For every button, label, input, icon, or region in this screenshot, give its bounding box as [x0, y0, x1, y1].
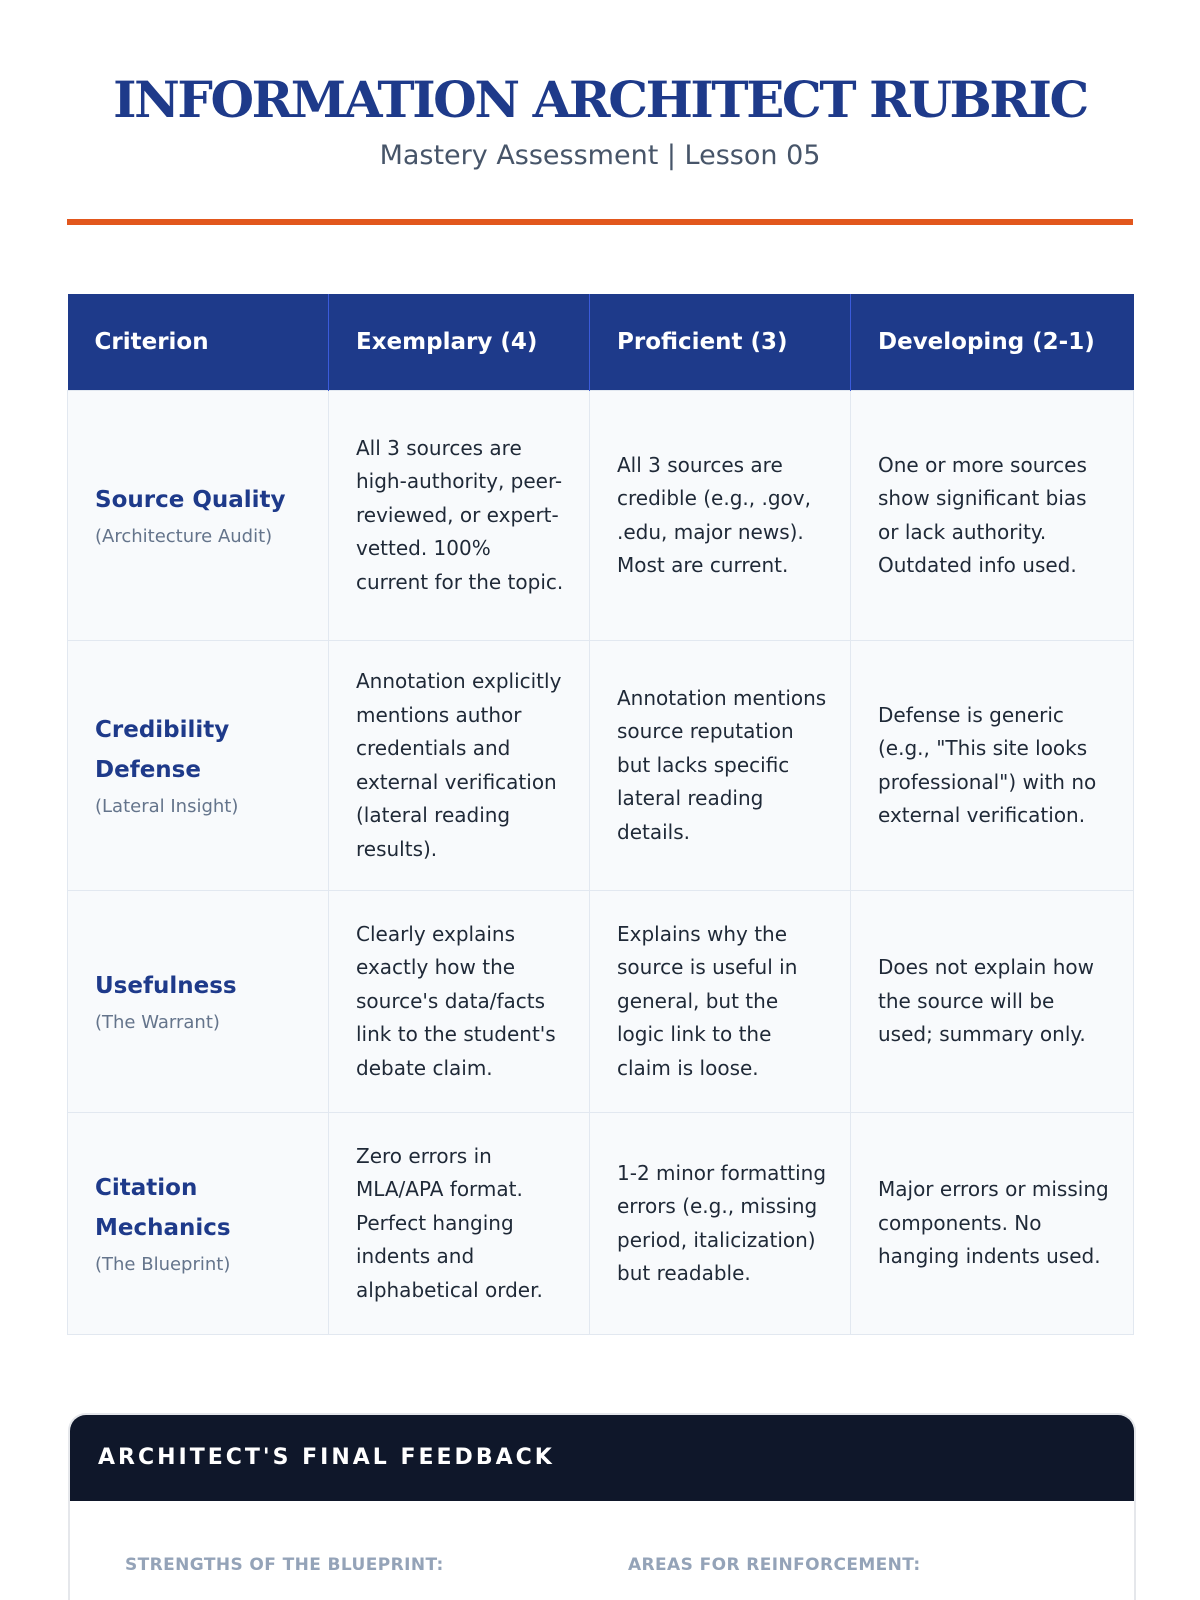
table-header-row	[68, 294, 1134, 391]
developing-cell: One or more sources show significant bias or lack authority. Outdated info used.	[851, 391, 1134, 641]
table-row	[68, 391, 1134, 641]
proficient-cell: Annotation mentions source reputation but lacks specific lateral reading details.	[590, 641, 851, 891]
table-row	[68, 1113, 1134, 1335]
criterion-cell	[68, 1113, 329, 1335]
criterion-cell	[68, 641, 329, 891]
developing-cell: Major errors or missing components. No hanging indents used.	[851, 1113, 1134, 1335]
column-header-developing: Developing (2-1)	[851, 294, 1134, 391]
feedback-title: ARCHITECT'S FINAL FEEDBACK	[70, 1415, 1134, 1501]
criterion-cell	[68, 391, 329, 641]
criterion-subtitle: (The Warrant)	[95, 1011, 220, 1033]
exemplary-cell: All 3 sources are high-authority, peer-reviewed, or expert-vetted. 100% current for the topic.	[329, 391, 590, 641]
page-header	[0, 62, 1200, 174]
strengths-label: STRENGTHS OF THE BLUEPRINT:	[125, 1555, 444, 1575]
criterion-cell	[68, 891, 329, 1113]
criterion-subtitle: (The Blueprint)	[95, 1253, 231, 1275]
proficient-cell: Explains why the source is useful in general, but the logic link to the claim is loose.	[590, 891, 851, 1113]
criterion-subtitle: (Architecture Audit)	[95, 525, 273, 547]
page-subtitle: Mastery Assessment | Lesson 05	[379, 140, 821, 171]
column-header-proficient: Proficient (3)	[590, 294, 851, 391]
criterion-name: Usefulness	[95, 972, 237, 999]
column-header-criterion: Criterion	[68, 294, 329, 391]
exemplary-cell: Clearly explains exactly how the source's data/facts link to the student's debate claim.	[329, 891, 590, 1113]
criterion-name: Citation Mechanics	[95, 1174, 231, 1241]
proficient-cell: All 3 sources are credible (e.g., .gov, .edu, major news). Most are current.	[590, 391, 851, 641]
table-row	[68, 891, 1134, 1113]
reinforcement-label: AREAS FOR REINFORCEMENT:	[628, 1555, 921, 1575]
table-row	[68, 641, 1134, 891]
page-title: INFORMATION ARCHITECT RUBRIC	[113, 70, 1087, 129]
developing-cell: Defense is generic (e.g., "This site looks professional") with no external verification.	[851, 641, 1134, 891]
accent-divider	[67, 219, 1133, 225]
column-header-exemplary: Exemplary (4)	[329, 294, 590, 391]
proficient-cell: 1-2 minor formatting errors (e.g., missing period, italicization) but readable.	[590, 1113, 851, 1335]
developing-cell: Does not explain how the source will be used; summary only.	[851, 891, 1134, 1113]
exemplary-cell: Annotation explicitly mentions author credentials and external verification (lateral reading results).	[329, 641, 590, 891]
rubric-table	[67, 294, 1134, 1335]
criterion-subtitle: (Lateral Insight)	[95, 795, 239, 817]
criterion-name: Source Quality	[95, 486, 286, 513]
criterion-name: Credibility Defense	[95, 716, 230, 783]
final-feedback-panel	[68, 1413, 1136, 1600]
exemplary-cell: Zero errors in MLA/APA format. Perfect hanging indents and alphabetical order.	[329, 1113, 590, 1335]
